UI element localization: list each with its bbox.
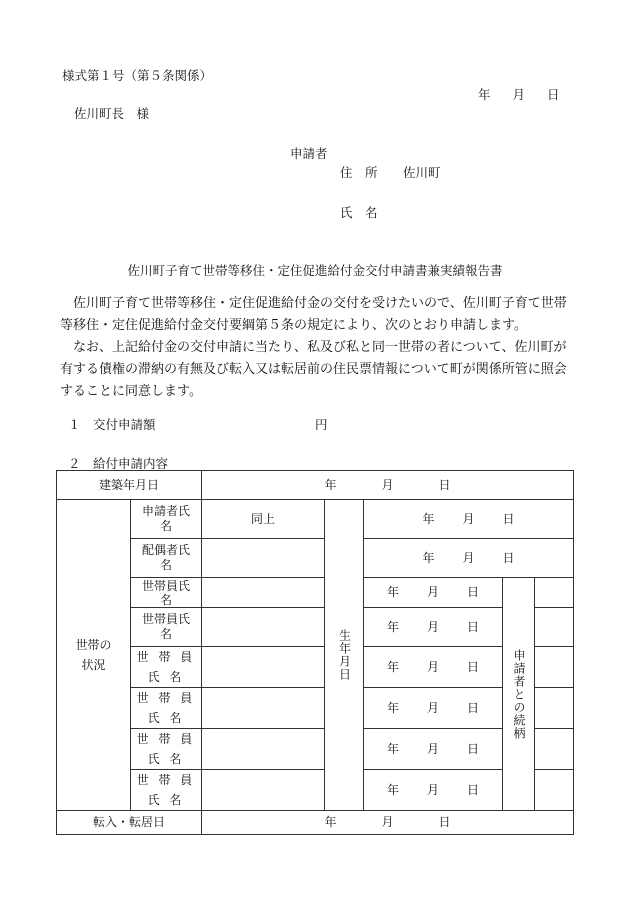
relationship-field[interactable] (535, 770, 574, 811)
table-row (57, 688, 574, 729)
relationship-field[interactable] (535, 688, 574, 729)
birth-date-cell[interactable]: 年 月 日 (364, 770, 503, 811)
row-label-member-name: 世 帯 員 氏 名 (131, 647, 202, 688)
member-name-field[interactable] (202, 729, 325, 770)
relationship-field[interactable] (535, 608, 574, 647)
addressee: 佐川町長 様 (74, 106, 150, 121)
day-label: 日 (438, 477, 451, 492)
move-in-date-value[interactable]: 年 月 日 (202, 811, 574, 835)
birth-date-cell[interactable]: 年 月 日 (364, 578, 503, 608)
relationship-label: 申請者との続柄 (503, 578, 535, 811)
move-in-date-label: 転入・転居日 (57, 811, 202, 835)
table-row (57, 539, 574, 578)
birth-date-cell[interactable]: 年 月 日 (364, 500, 574, 539)
row-label-member-name: 世帯員氏名 (131, 578, 202, 608)
birth-date-cell[interactable]: 年 月 日 (364, 729, 503, 770)
table-row (57, 770, 574, 811)
section1-unit: 円 (315, 417, 328, 432)
applicant-label: 申請者 (290, 146, 328, 161)
form-number: 様式第１号（第５条関係） (62, 68, 213, 83)
section1-label: １ 交付申請額 (68, 417, 156, 432)
relationship-field[interactable] (535, 578, 574, 608)
move-in-date-row (57, 811, 574, 835)
construction-date-value[interactable] (202, 471, 574, 500)
year-label: 年 (324, 477, 337, 492)
row-label-member-name: 世 帯 員 氏 名 (131, 688, 202, 729)
document-title: 佐川町子育て世帯等移住・定住促進給付金交付申請書兼実績報告書 (127, 263, 503, 278)
spouse-name-field[interactable] (202, 539, 325, 578)
row-label-spouse-name: 配偶者氏名 (131, 539, 202, 578)
row-label-member-name: 世帯員氏名 (131, 608, 202, 647)
table-row (57, 729, 574, 770)
member-name-field[interactable] (202, 770, 325, 811)
construction-date-label: 建築年月日 (57, 471, 202, 500)
birth-date-label: 生年月日 (325, 500, 364, 811)
table-row (57, 578, 574, 608)
row-label-member-name: 世 帯 員 氏 名 (131, 729, 202, 770)
address-value[interactable]: 佐川町 (403, 165, 441, 180)
household-status-label: 世帯の状況 (57, 500, 131, 811)
applicant-name-value: 同上 (202, 500, 325, 539)
date-line (478, 85, 560, 103)
birth-date-cell[interactable]: 年 月 日 (364, 539, 574, 578)
birth-date-cell[interactable]: 年 月 日 (364, 608, 503, 647)
date-day-label: 日 (547, 87, 560, 102)
relationship-field[interactable] (535, 647, 574, 688)
application-table (56, 470, 574, 835)
date-month-label: 月 (512, 87, 526, 102)
construction-date-row (57, 471, 574, 500)
table-row (57, 647, 574, 688)
paragraph-consent: なお、上記給付金の交付申請に当たり、私及び私と同一世帯の者について、佐川町が有する債権の滞納の有無及び転入又は転居前の住民票情報について町が関係所管に照会することに同意します。 (60, 340, 567, 399)
relationship-field[interactable] (535, 729, 574, 770)
member-name-field[interactable] (202, 647, 325, 688)
address-label: 住 所 (340, 165, 378, 180)
section2-label: ２ 給付申請内容 (68, 456, 169, 471)
table-row (57, 608, 574, 647)
member-name-field[interactable] (202, 608, 325, 647)
member-name-field[interactable] (202, 688, 325, 729)
name-label: 氏 名 (340, 205, 378, 220)
birth-date-cell[interactable]: 年 月 日 (364, 647, 503, 688)
paragraph-request: 佐川町子育て世帯等移住・定住促進給付金の交付を受けたいので、佐川町子育て世帯等移住・定住促進給付金交付要綱第５条の規定により、次のとおり申請します。 (60, 296, 567, 333)
row-label-applicant-name: 申請者氏名 (131, 500, 202, 539)
birth-date-cell[interactable]: 年 月 日 (364, 688, 503, 729)
date-year-label: 年 (478, 87, 491, 102)
table-row (57, 500, 574, 539)
month-label: 月 (381, 477, 394, 492)
member-name-field[interactable] (202, 578, 325, 608)
row-label-member-name: 世 帯 員 氏 名 (131, 770, 202, 811)
